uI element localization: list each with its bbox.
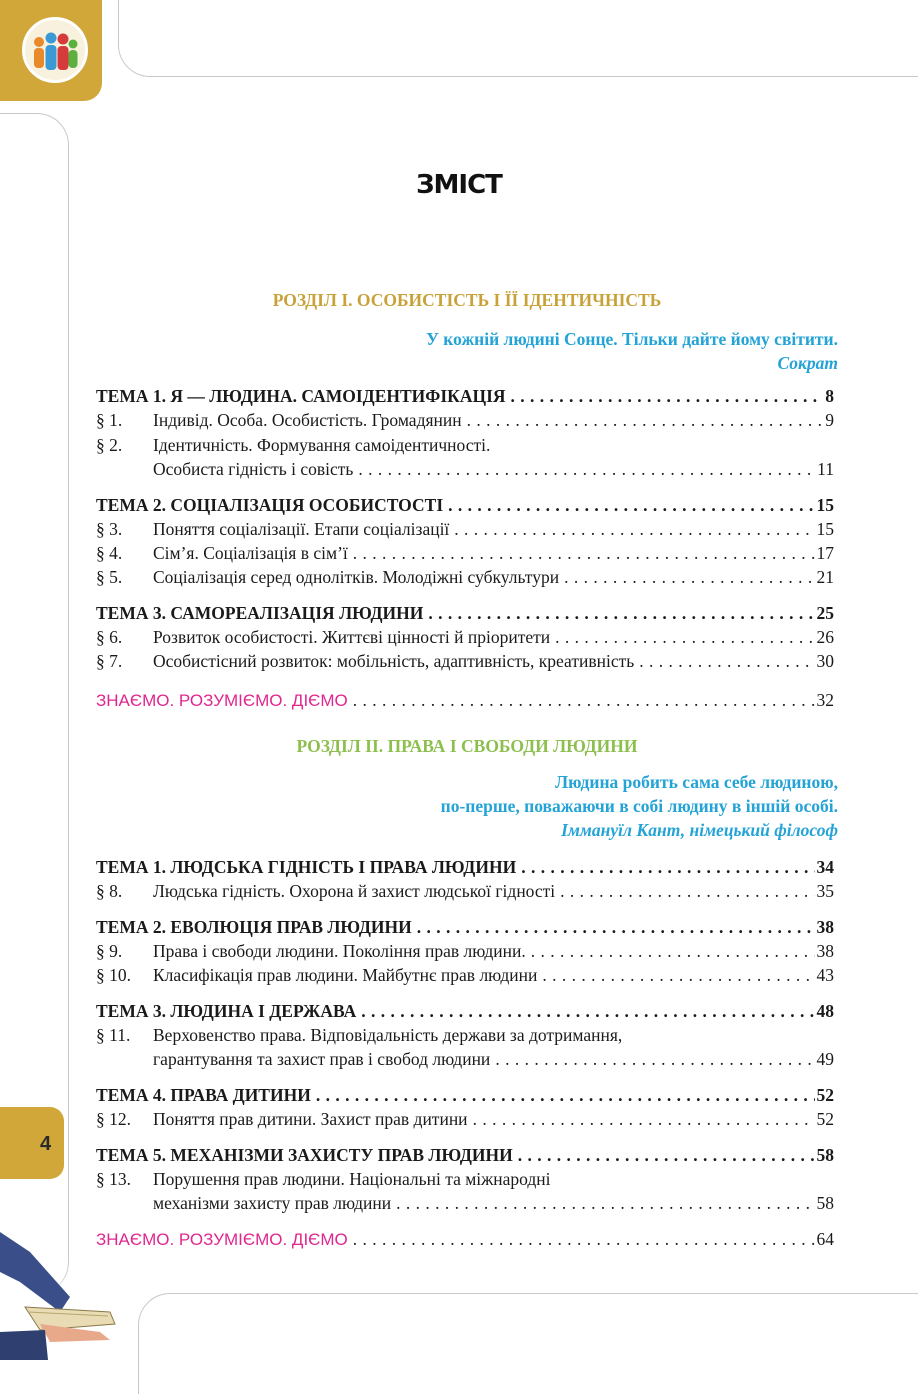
toc-paragraph-row-continued[interactable]: [96, 457, 834, 481]
section-2-heading: РОЗДІЛ ІІ. ПРАВА І СВОБОДИ ЛЮДИНИ: [296, 736, 638, 756]
paragraph-number: § 11.: [96, 1025, 131, 1045]
page-title: ЗМІСТ: [416, 170, 502, 200]
toc-paragraph-row[interactable]: [96, 565, 834, 589]
toc-paragraph-row[interactable]: [96, 625, 834, 649]
paragraph-number: § 10.: [96, 965, 131, 985]
topic-title: ТЕМА 2. СОЦІАЛІЗАЦІЯ ОСОБИСТОСТІ: [96, 495, 444, 515]
dot-leader: [353, 457, 815, 481]
dot-leader: [537, 963, 814, 987]
toc-paragraph-row[interactable]: [96, 408, 834, 432]
paragraph-number: § 1.: [96, 410, 123, 430]
dot-leader: [443, 493, 814, 517]
toc-topic-row[interactable]: [96, 999, 834, 1023]
paragraph-number: § 9.: [96, 941, 123, 961]
dot-leader: [526, 939, 815, 963]
topic-title: ТЕМА 4. ПРАВА ДИТИНИ: [96, 1085, 311, 1105]
toc-paragraph-row-continued[interactable]: [96, 1047, 834, 1071]
toc-paragraph-row-continued[interactable]: [96, 1191, 834, 1215]
epigraph-author: Сократ: [777, 353, 838, 373]
paragraph-title: Людська гідність. Охорона й захист людської гідності: [153, 881, 556, 901]
paragraph-page: 49: [816, 1049, 834, 1069]
dot-leader: [348, 1227, 815, 1251]
toc-topic-row[interactable]: [96, 601, 834, 625]
paragraph-page: 9: [825, 410, 834, 430]
paragraph-number: § 13.: [96, 1169, 131, 1189]
review-title: ЗНАЄМО. РОЗУМІЄМО. ДІЄМО: [96, 1230, 348, 1249]
toc-paragraph-row[interactable]: [96, 939, 834, 963]
paragraph-page: 17: [816, 543, 834, 563]
paragraph-title-continued: механізми захисту прав людини: [153, 1193, 392, 1213]
topic-page: 25: [816, 603, 834, 623]
toc-topic-row[interactable]: [96, 493, 834, 517]
epigraph-text: Людина робить сама себе людиною,: [555, 772, 838, 792]
paragraph-page: 21: [816, 567, 834, 587]
topic-page: 48: [816, 1001, 834, 1021]
paragraph-page: 43: [816, 965, 834, 985]
paragraph-number: § 3.: [96, 519, 123, 539]
topic-title: ТЕМА 5. МЕХАНІЗМИ ЗАХИСТУ ПРАВ ЛЮДИНИ: [96, 1145, 513, 1165]
topic-page: 38: [816, 917, 834, 937]
paragraph-title: Верховенство права. Відповідальність держави за дотримання,: [153, 1025, 623, 1045]
paragraph-page: 11: [817, 459, 834, 479]
dot-leader: [348, 688, 815, 712]
paragraph-page: 58: [816, 1193, 834, 1213]
dot-leader: [311, 1083, 815, 1107]
toc-paragraph-row[interactable]: [96, 963, 834, 987]
paragraph-number: § 12.: [96, 1109, 131, 1129]
section-1-heading: РОЗДІЛ І. ОСОБИСТІСТЬ І ЇЇ ІДЕНТИЧНІСТЬ: [272, 290, 662, 310]
page-frame-bottom: [138, 1293, 918, 1394]
logo-tab: [0, 0, 102, 101]
epigraph-text: по-перше, поважаючи в собі людину в іншій особі.: [440, 796, 838, 816]
topic-page: 34: [816, 857, 834, 877]
review-title: ЗНАЄМО. РОЗУМІЄМО. ДІЄМО: [96, 691, 348, 710]
dot-leader: [468, 1107, 815, 1131]
paragraph-page: 38: [816, 941, 834, 961]
toc-topic-row[interactable]: [96, 1143, 834, 1167]
topic-page: 15: [816, 495, 834, 515]
paragraph-page: 30: [816, 651, 834, 671]
page-number: 4: [40, 1133, 52, 1155]
paragraph-title: Ідентичність. Формування самоідентичності.: [153, 435, 491, 455]
dot-leader: [462, 408, 824, 432]
paragraph-title: Соціалізація серед однолітків. Молодіжні субкультури: [153, 567, 560, 587]
paragraph-title: Індивід. Особа. Особистість. Громадянин: [153, 410, 462, 430]
paragraph-title-continued: Особиста гідність і совість: [153, 459, 354, 479]
epigraph-text: У кожній людині Сонце. Тільки дайте йому світити.: [426, 329, 838, 349]
dot-leader: [550, 625, 814, 649]
toc-topic-row[interactable]: [96, 855, 834, 879]
dot-leader: [391, 1191, 814, 1215]
dot-leader: [559, 565, 814, 589]
paragraph-title: Порушення прав людини. Національні та міжнародні: [153, 1169, 551, 1189]
paragraph-page: 35: [816, 881, 834, 901]
paragraph-title: Поняття прав дитини. Захист прав дитини: [153, 1109, 468, 1129]
paragraph-title-continued: гарантування та захист прав і свобод людини: [153, 1049, 491, 1069]
section-2-epigraph: [441, 770, 838, 842]
section-1-epigraph: [426, 327, 838, 375]
topic-title: ТЕМА 3. САМОРЕАЛІЗАЦІЯ ЛЮДИНИ: [96, 603, 424, 623]
topic-page: 8: [825, 386, 834, 406]
paragraph-number: § 7.: [96, 651, 123, 671]
toc-paragraph-row[interactable]: [96, 517, 834, 541]
paragraph-title: Особистісний розвиток: мобільність, адаптивність, креативність: [153, 651, 635, 671]
toc-topic-row[interactable]: [96, 915, 834, 939]
paragraph-number: § 4.: [96, 543, 123, 563]
paragraph-number: § 2.: [96, 435, 123, 455]
toc-topic-row[interactable]: [96, 384, 834, 408]
dot-leader: [490, 1047, 814, 1071]
paragraph-title: Поняття соціалізації. Етапи соціалізації: [153, 519, 450, 539]
review-page: 64: [816, 1229, 834, 1249]
dot-leader: [348, 541, 815, 565]
topic-title: ТЕМА 3. ЛЮДИНА І ДЕРЖАВА: [96, 1001, 357, 1021]
paragraph-title: Розвиток особистості. Життєві цінності й пріоритети: [153, 627, 551, 647]
toc-paragraph-row[interactable]: [96, 649, 834, 673]
toc-paragraph-row[interactable]: [96, 1023, 834, 1047]
dot-leader: [513, 1143, 815, 1167]
toc-review-row[interactable]: [96, 688, 834, 712]
page-frame-top: [118, 0, 918, 77]
review-page: 32: [816, 690, 834, 710]
toc-paragraph-row[interactable]: [96, 1167, 834, 1191]
toc-paragraph-row[interactable]: [96, 541, 834, 565]
paragraph-page: 15: [816, 519, 834, 539]
toc-review-row[interactable]: [96, 1227, 834, 1251]
dot-leader: [634, 649, 814, 673]
dot-leader: [423, 601, 814, 625]
toc-paragraph-row[interactable]: [96, 433, 834, 457]
page-number-tab: [0, 1107, 64, 1179]
paragraph-number: § 6.: [96, 627, 123, 647]
paragraph-page: 26: [816, 627, 834, 647]
toc-paragraph-row[interactable]: [96, 1107, 834, 1131]
paragraph-title: Права і свободи людини. Покоління прав людини.: [153, 941, 526, 961]
dot-leader: [356, 999, 814, 1023]
toc-paragraph-row[interactable]: [96, 879, 834, 903]
dot-leader: [555, 879, 814, 903]
dot-leader: [412, 915, 815, 939]
dot-leader: [506, 384, 824, 408]
dot-leader: [516, 855, 814, 879]
paragraph-number: § 8.: [96, 881, 123, 901]
topic-title: ТЕМА 1. ЛЮДСЬКА ГІДНІСТЬ І ПРАВА ЛЮДИНИ: [96, 857, 517, 877]
epigraph-author: Іммануїл Кант, німецький філософ: [561, 820, 838, 840]
people-circle-logo-icon: [22, 17, 88, 83]
paragraph-title: Класифікація прав людини. Майбутнє прав людини: [153, 965, 538, 985]
paragraph-page: 52: [816, 1109, 834, 1129]
paragraph-title: Сім’я. Соціалізація в сім’ї: [153, 543, 348, 563]
topic-page: 58: [816, 1145, 834, 1165]
topic-title: ТЕМА 1. Я — ЛЮДИНА. САМОІДЕНТИФІКАЦІЯ: [96, 386, 506, 406]
toc-topic-row[interactable]: [96, 1083, 834, 1107]
topic-title: ТЕМА 2. ЕВОЛЮЦІЯ ПРАВ ЛЮДИНИ: [96, 917, 412, 937]
topic-page: 52: [816, 1085, 834, 1105]
paragraph-number: § 5.: [96, 567, 123, 587]
dot-leader: [449, 517, 814, 541]
